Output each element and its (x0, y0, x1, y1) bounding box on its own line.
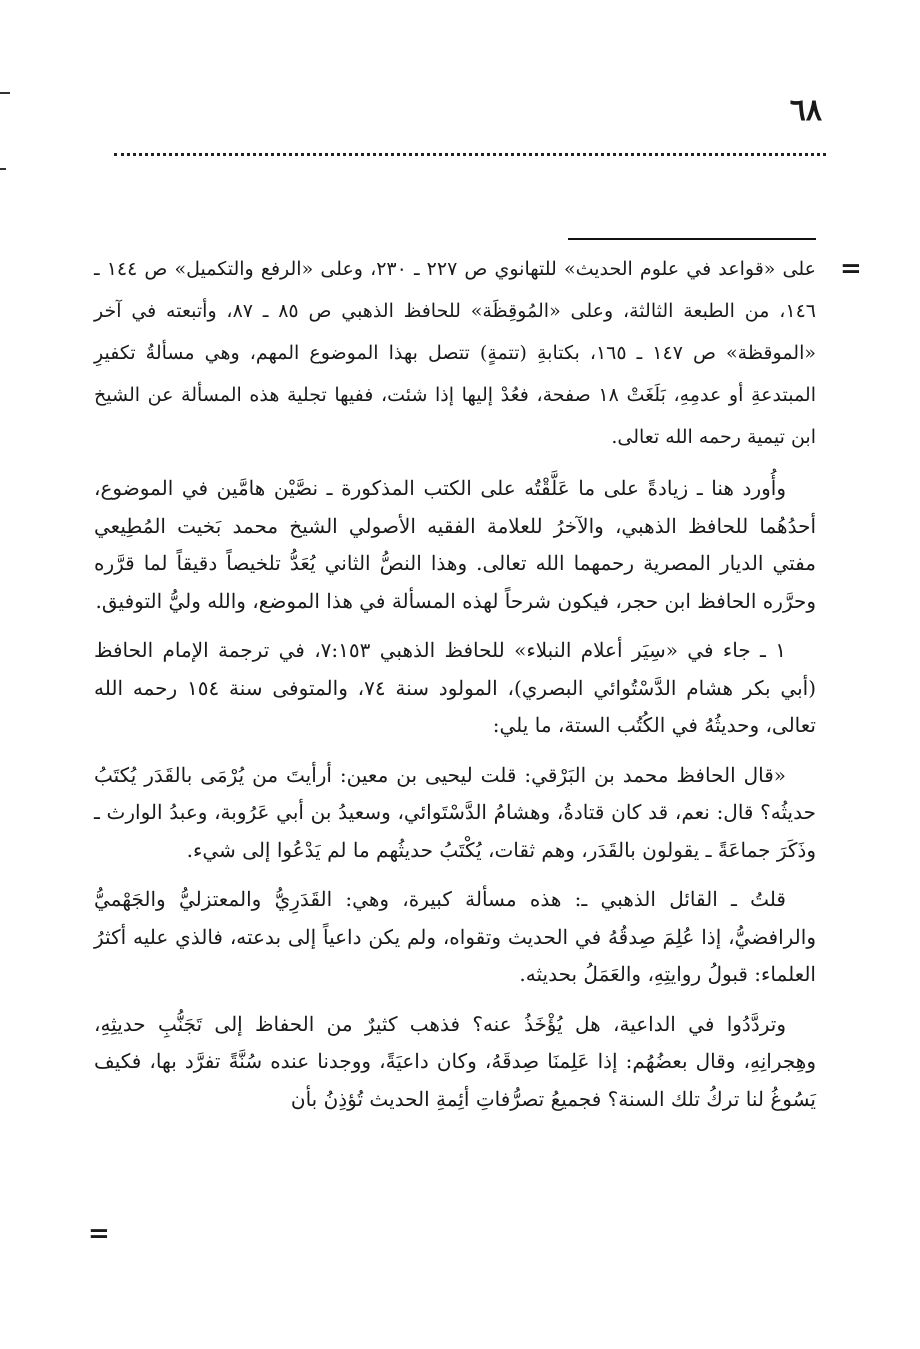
footnote-continuation-mark: = (840, 254, 862, 284)
quote-paragraph: «قال الحافظ محمد بن البَرْقي: قلت ليحيى بن معين: أرأيتَ من يُرْمَى بالقَدَر يُكتَبُ حديثُه؟ قال: نعم، قد كان قتادةُ، وهشامُ الدَّسْتَوائي، وسعيدُ بن أبي عَرُوبة، وعبدُ الوارث ـ وذَكَرَ جماعَةً ـ يقولون بالقَدَر، وهم ثقات، يُكْتَبُ حديثُهم ما لم يَدْعُوا إلى شيء. (94, 762, 816, 862)
paragraph: قلتُ ـ القائل الذهبي ـ: هذه مسألة كبيرة، وهي: القَدَرِيُّ والمعتزليُّ والجَهْميُّ والرافضيُّ، إذا عُلِمَ صِدقُهُ في الحديث وتقواه، ولم يكن داعياً إلى بدعته، فالذي عليه أكثرُ العلماء: قبولُ روايتِهِ، والعَمَلُ بحديثه. (94, 887, 816, 986)
page-number: ٦٨ (789, 93, 822, 128)
paragraph: وتردَّدُوا في الداعية، هل يُؤْخَذُ عنه؟ فذهب كثيرٌ من الحفاظ إلى تَجَنُّبِ حديثِهِ، وهِجرانِهِ، وقال بعضُهُم: إذا عَلِمنَا صِدقَهُ، وكان داعيَةً، ووجدنا عنده سُنَّةً تفرَّد بها، فكيف يَسُوغُ لنا تركُ تلك السنة؟ فجميعُ تصرُّفاتِ أئِمةِ الحديث تُؤذِنُ بأن (94, 1011, 816, 1111)
footnote-continued (94, 248, 816, 458)
footnote-text: على «قواعد في علوم الحديث» للتهانوي ص ٢٢٧ ـ ٢٣٠، وعلى «الرفع والتكميل» ص ١٤٤ ـ ١٤٦، من الطبعة الثالثة، وعلى «المُوقِظَة» للحافظ الذهبي ص ٨٥ ـ ٨٧، وأتبعته في آخر «الموقظة» ص ١٤٧ ـ ١٦٥، بكتابةِ (تتمةٍ) تتصل بهذا الموضوع المهم، وهي مسألةُ تكفيرِ المبتدعةِ أو عدمِهِ، بَلَغَتْ ١٨ صفحة، فعُدْ إليها إذا شئت، ففيها تجلية هذه المسألة عن الشيخ ابن تيمية رحمه الله تعالى. (94, 258, 816, 448)
paragraph: ١ ـ جاء في «سِيَر أعلام النبلاء» للحافظ الذهبي ٧:١٥٣، في ترجمة الإمام الحافظ (أبي بكر هشام الدَّسْتُوائي البصري)، المولود سنة ٧٤، والمتوفى سنة ١٥٤ رحمه الله تعالى، وحديثُهُ في الكُتُب الستة، ما يلي: (94, 638, 816, 737)
main-text (94, 470, 816, 1118)
scan-edge-mark (0, 168, 6, 170)
paragraph: وأُورد هنا ـ زيادةً على ما عَلَّقْتُه على الكتب المذكورة ـ نصَّيْن هامَّين في الموضوع، أحدُهُما للحافظ الذهبي، والآخرُ للعلامة الفقيه الأصولي الشيخ محمد بَخيت المُطِيعي مفتي الديار المصرية رحمهما الله تعالى. وهذا النصُّ الثاني يُعَدُّ تلخيصاً دقيقاً لما قرَّره وحرَّره الحافظ ابن حجر، فيكون شرحاً لهذه المسألة في هذا الموضع، والله وليُّ التوفيق. (94, 476, 816, 613)
scan-edge-mark (0, 92, 10, 94)
header-dotted-rule (114, 153, 826, 156)
text-continuation-mark: = (88, 1219, 110, 1249)
footnote-separator (568, 238, 816, 240)
